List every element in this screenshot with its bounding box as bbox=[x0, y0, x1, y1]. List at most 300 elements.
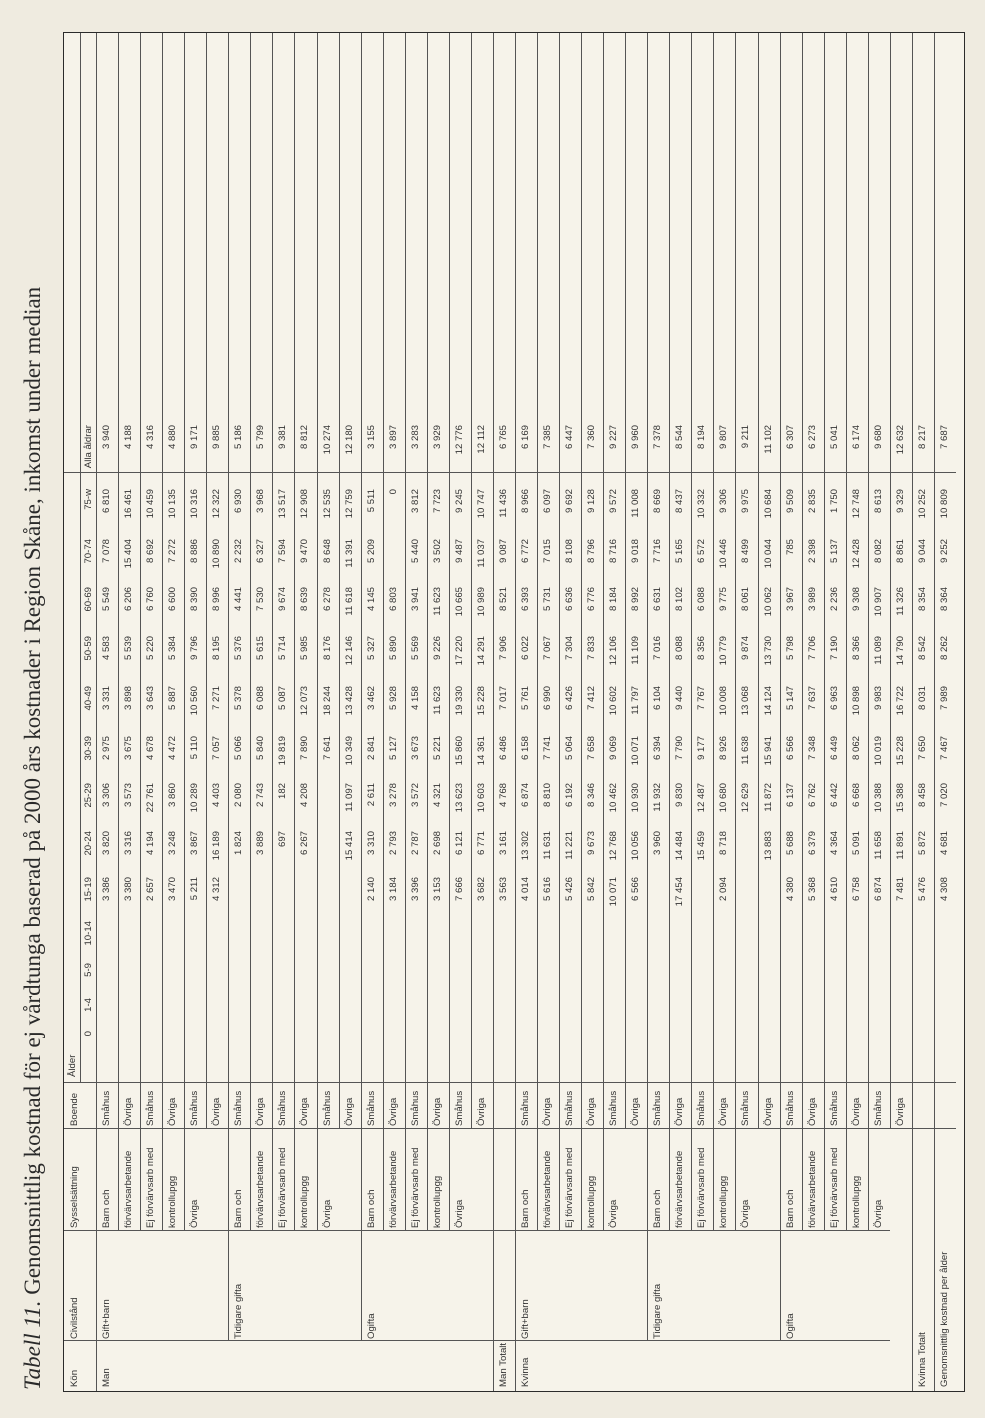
value-cell: 9 487 bbox=[453, 539, 465, 564]
row-label-bo: Övriga bbox=[762, 1097, 774, 1126]
header-kon: Kön bbox=[69, 1369, 80, 1387]
value-cell: 15 228 bbox=[475, 686, 487, 716]
row-label-bo: Övriga bbox=[718, 1097, 730, 1126]
value-cell: 4 880 bbox=[167, 425, 179, 450]
value-cell: 7 723 bbox=[431, 489, 443, 514]
row-label-civ: Tidigare gifta bbox=[233, 1283, 245, 1339]
value-cell: 8 437 bbox=[674, 489, 686, 514]
value-cell: 5 041 bbox=[828, 425, 840, 450]
value-cell: 6 022 bbox=[519, 636, 531, 661]
value-cell: 4 014 bbox=[519, 877, 531, 902]
value-cell: 11 221 bbox=[564, 831, 576, 860]
value-cell: 10 680 bbox=[718, 783, 730, 813]
horizontal-rule bbox=[339, 33, 340, 1129]
value-cell: 7 716 bbox=[652, 539, 664, 564]
value-cell: 5 872 bbox=[916, 831, 928, 856]
value-cell: 11 623 bbox=[431, 686, 443, 715]
value-cell: 9 306 bbox=[718, 489, 730, 514]
value-cell: 12 632 bbox=[894, 425, 906, 455]
value-cell: 697 bbox=[277, 831, 289, 848]
value-cell: 10 684 bbox=[762, 489, 774, 519]
value-cell: 10 989 bbox=[475, 587, 487, 617]
value-cell: 9 960 bbox=[630, 425, 642, 450]
value-cell: 10 289 bbox=[189, 783, 201, 813]
value-cell: 3 940 bbox=[101, 425, 112, 450]
age-header-cell: 30-39 bbox=[83, 736, 94, 761]
row-label-bo: Övriga bbox=[806, 1097, 818, 1126]
vertical-rule bbox=[64, 1082, 956, 1083]
header-alder: Ålder bbox=[67, 1054, 78, 1077]
value-cell: 2 793 bbox=[387, 831, 399, 856]
value-cell: 12 112 bbox=[475, 425, 487, 454]
value-cell: 8 390 bbox=[189, 587, 201, 612]
value-cell: 2 140 bbox=[365, 877, 377, 902]
row-label-sys: Ej förvärvsarb med bbox=[409, 1147, 421, 1228]
header-civilstand: Civilstånd bbox=[69, 1297, 80, 1339]
value-cell: 5 165 bbox=[674, 539, 686, 564]
value-cell: 11 008 bbox=[630, 489, 642, 518]
row-label-bo: Övriga bbox=[630, 1097, 642, 1126]
value-cell: 10 747 bbox=[475, 489, 487, 519]
age-header-cell: 60-69 bbox=[83, 587, 94, 612]
value-cell: 9 018 bbox=[630, 539, 642, 564]
value-cell: 7 650 bbox=[916, 736, 928, 761]
value-cell: 14 291 bbox=[475, 636, 487, 666]
row-label-civ: Gift+barn bbox=[101, 1299, 112, 1339]
value-cell: 6 668 bbox=[850, 783, 862, 808]
value-cell: 2 698 bbox=[431, 831, 443, 856]
value-cell: 11 872 bbox=[762, 783, 774, 812]
value-cell: 7 687 bbox=[938, 425, 950, 450]
value-cell: 8 346 bbox=[586, 783, 598, 808]
value-cell: 5 376 bbox=[233, 636, 245, 661]
value-cell: 6 394 bbox=[652, 736, 664, 761]
value-cell: 4 321 bbox=[431, 783, 443, 808]
row-label-bo: Småhus bbox=[519, 1090, 531, 1126]
horizontal-rule bbox=[515, 33, 516, 1391]
value-cell: 7 890 bbox=[299, 736, 311, 761]
value-cell: 15 860 bbox=[453, 736, 465, 766]
value-cell: 3 889 bbox=[255, 831, 267, 856]
row-label-sys: Övriga bbox=[740, 1199, 752, 1228]
horizontal-rule bbox=[383, 33, 384, 1231]
value-cell: 7 666 bbox=[453, 877, 465, 902]
row-label-sys: kontrollupgg bbox=[431, 1175, 443, 1228]
value-cell: 5 887 bbox=[167, 686, 179, 711]
value-cell: 5 147 bbox=[784, 686, 796, 711]
horizontal-rule bbox=[890, 33, 891, 1129]
value-cell: 9 227 bbox=[608, 425, 620, 450]
value-cell: 8 812 bbox=[299, 425, 311, 450]
value-cell: 6 486 bbox=[497, 736, 509, 761]
value-cell: 5 928 bbox=[387, 686, 399, 711]
value-cell: 785 bbox=[784, 539, 796, 556]
value-cell: 6 267 bbox=[299, 831, 311, 856]
value-cell: 10 602 bbox=[608, 686, 620, 716]
horizontal-rule bbox=[603, 33, 604, 1231]
value-cell: 2 236 bbox=[828, 587, 840, 612]
value-cell: 4 145 bbox=[365, 587, 377, 612]
value-cell: 8 217 bbox=[916, 425, 928, 450]
row-label-sys: Ej förvärvsarb med bbox=[277, 1147, 289, 1228]
value-cell: 7 078 bbox=[101, 539, 112, 564]
row-label-sys: Övriga bbox=[321, 1199, 333, 1228]
table-caption-text: Genomsnittlig kostnad för ej vårdtunga baserad på 2000 års kostnader i Region Skåne, inkomst under median bbox=[20, 286, 45, 1295]
row-label-bo: Småhus bbox=[740, 1090, 752, 1126]
value-cell: 8 926 bbox=[718, 736, 730, 761]
row-label-sys: Övriga bbox=[608, 1199, 620, 1228]
value-cell: 10 898 bbox=[850, 686, 862, 716]
value-cell: 17 220 bbox=[453, 636, 465, 666]
value-cell: 15 941 bbox=[762, 736, 774, 766]
row-label-bo: Småhus bbox=[564, 1090, 576, 1126]
row-label-sys: Övriga bbox=[189, 1199, 201, 1228]
value-cell: 3 572 bbox=[409, 783, 421, 808]
value-cell: 7 015 bbox=[542, 539, 553, 564]
value-cell: 11 326 bbox=[894, 587, 906, 616]
value-cell: 2 835 bbox=[806, 489, 818, 514]
value-cell: 5 616 bbox=[542, 877, 553, 902]
value-cell: 7 017 bbox=[497, 686, 509, 711]
row-label-sys: förvärvsarbetande bbox=[542, 1150, 553, 1228]
row-label-sys: kontrollupgg bbox=[718, 1175, 730, 1228]
value-cell: 8 176 bbox=[321, 636, 333, 661]
value-cell: 7 706 bbox=[806, 636, 818, 661]
value-cell: 7 467 bbox=[938, 736, 950, 761]
value-cell: 5 220 bbox=[145, 636, 157, 661]
value-cell: 6 088 bbox=[696, 587, 708, 612]
horizontal-rule bbox=[206, 33, 207, 1129]
value-cell: 10 071 bbox=[608, 877, 620, 907]
value-cell: 6 631 bbox=[652, 587, 664, 612]
value-cell: 12 180 bbox=[343, 425, 355, 455]
value-cell: 8 716 bbox=[608, 539, 620, 564]
value-cell: 12 428 bbox=[850, 539, 862, 569]
value-cell: 3 283 bbox=[409, 425, 421, 450]
row-label-bo: Småhus bbox=[652, 1090, 664, 1126]
value-cell: 3 331 bbox=[101, 686, 112, 711]
horizontal-rule bbox=[780, 33, 781, 1341]
value-cell: 6 121 bbox=[453, 831, 465, 856]
row-label-sys: förvärvsarbetande bbox=[674, 1150, 686, 1228]
value-cell: 6 803 bbox=[387, 587, 399, 612]
value-cell: 5 091 bbox=[850, 831, 862, 856]
value-cell: 8 669 bbox=[652, 489, 664, 514]
value-cell: 7 481 bbox=[894, 877, 906, 902]
value-cell: 7 741 bbox=[542, 736, 553, 761]
value-cell: 5 440 bbox=[409, 539, 421, 564]
horizontal-rule bbox=[912, 33, 913, 1391]
value-cell: 4 403 bbox=[211, 783, 223, 808]
value-cell: 5 426 bbox=[564, 877, 576, 902]
value-cell: 8 966 bbox=[519, 489, 531, 514]
value-cell: 2 611 bbox=[365, 783, 377, 807]
value-cell: 3 386 bbox=[101, 877, 112, 902]
value-cell: 3 898 bbox=[123, 686, 135, 711]
value-cell: 7 271 bbox=[211, 686, 223, 711]
value-cell: 9 680 bbox=[872, 425, 884, 450]
value-cell: 5 064 bbox=[564, 736, 576, 761]
value-cell: 9 470 bbox=[299, 539, 311, 564]
value-cell: 2 841 bbox=[365, 736, 377, 761]
value-cell: 8 356 bbox=[696, 636, 708, 661]
value-cell: 12 146 bbox=[343, 636, 355, 666]
age-header-cell: 25-29 bbox=[83, 783, 94, 808]
value-cell: 8 648 bbox=[321, 539, 333, 564]
value-cell: 9 885 bbox=[211, 425, 223, 450]
value-cell: 7 057 bbox=[211, 736, 223, 761]
value-cell: 8 544 bbox=[674, 425, 686, 450]
horizontal-rule bbox=[250, 33, 251, 1231]
horizontal-rule bbox=[581, 33, 582, 1231]
value-cell: 10 603 bbox=[475, 783, 487, 813]
row-label-bo: Övriga bbox=[299, 1097, 311, 1126]
value-cell: 8 996 bbox=[211, 587, 223, 612]
value-cell: 9 177 bbox=[696, 736, 708, 761]
value-cell: 5 186 bbox=[233, 425, 245, 450]
age-header-cell: 75-w bbox=[83, 489, 94, 510]
horizontal-rule bbox=[405, 33, 406, 1231]
row-label-sys: Ej förvärvsarb med bbox=[828, 1147, 840, 1228]
value-cell: 7 767 bbox=[696, 686, 708, 711]
value-cell: 7 989 bbox=[938, 686, 950, 711]
row-label-kon: Kvinna bbox=[519, 1357, 531, 1387]
row-label-sys: Barn och bbox=[233, 1189, 245, 1228]
value-cell: 6 307 bbox=[784, 425, 796, 450]
value-cell: 6 810 bbox=[101, 489, 112, 514]
value-cell: 7 658 bbox=[586, 736, 598, 761]
value-cell: 3 184 bbox=[387, 877, 399, 902]
value-cell: 3 310 bbox=[365, 831, 377, 856]
value-cell: 10 779 bbox=[718, 636, 730, 666]
value-cell: 15 404 bbox=[123, 539, 135, 569]
value-cell: 13 730 bbox=[762, 636, 774, 666]
value-cell: 11 631 bbox=[542, 831, 553, 860]
value-cell: 8 639 bbox=[299, 587, 311, 612]
row-label-sys: Barn och bbox=[365, 1189, 377, 1228]
value-cell: 9 329 bbox=[894, 489, 906, 514]
value-cell: 6 449 bbox=[828, 736, 840, 761]
value-cell: 13 623 bbox=[453, 783, 465, 813]
row-label-bo: Övriga bbox=[674, 1097, 686, 1126]
value-cell: 3 968 bbox=[255, 489, 267, 514]
value-cell: 2 975 bbox=[101, 736, 112, 761]
row-label-bo: Övriga bbox=[850, 1097, 862, 1126]
value-cell: 10 332 bbox=[696, 489, 708, 519]
value-cell: 2 787 bbox=[409, 831, 421, 856]
value-cell: 5 209 bbox=[365, 539, 377, 564]
row-label-bo: Övriga bbox=[343, 1097, 355, 1126]
value-cell: 7 594 bbox=[277, 539, 289, 564]
value-cell: 12 535 bbox=[321, 489, 333, 519]
value-cell: 9 796 bbox=[189, 636, 201, 661]
row-label-sys: förvärvsarbetande bbox=[123, 1150, 135, 1228]
horizontal-rule bbox=[934, 33, 935, 1391]
value-cell: 6 758 bbox=[850, 877, 862, 902]
value-cell: 11 797 bbox=[630, 686, 642, 715]
value-cell: 8 366 bbox=[850, 636, 862, 661]
value-cell: 3 161 bbox=[497, 831, 509, 856]
value-cell: 12 487 bbox=[696, 783, 708, 813]
age-header-cell: 10-14 bbox=[83, 921, 94, 946]
value-cell: 3 643 bbox=[145, 686, 157, 711]
value-cell: 11 618 bbox=[343, 587, 355, 616]
row-label-bo: Övriga bbox=[255, 1097, 267, 1126]
value-cell: 11 109 bbox=[630, 636, 642, 665]
row-label-bo: Övriga bbox=[167, 1097, 179, 1126]
row-label-kon: Genomsnittlig kostnad per ålder bbox=[938, 1251, 950, 1387]
value-cell: 8 796 bbox=[586, 539, 598, 564]
value-cell: 6 760 bbox=[145, 587, 157, 612]
value-cell: 6 278 bbox=[321, 587, 333, 612]
value-cell: 8 992 bbox=[630, 587, 642, 612]
value-cell: 5 840 bbox=[255, 736, 267, 761]
row-label-bo: Övriga bbox=[586, 1097, 598, 1126]
horizontal-rule bbox=[559, 33, 560, 1231]
row-label-bo: Småhus bbox=[409, 1090, 421, 1126]
value-cell: 8 184 bbox=[608, 587, 620, 612]
row-label-bo: Övriga bbox=[542, 1097, 553, 1126]
value-cell: 3 573 bbox=[123, 783, 135, 808]
value-cell: 12 073 bbox=[299, 686, 311, 716]
value-cell: 6 874 bbox=[872, 877, 884, 902]
row-label-kon: Man Totalt bbox=[497, 1342, 509, 1387]
value-cell: 10 044 bbox=[762, 539, 774, 569]
row-label-bo: Småhus bbox=[189, 1090, 201, 1126]
age-header-cell: 40-49 bbox=[83, 686, 94, 711]
value-cell: 4 583 bbox=[101, 636, 112, 661]
value-cell: 3 563 bbox=[497, 877, 509, 902]
row-label-civ: Ogifta bbox=[365, 1313, 377, 1339]
value-cell: 3 860 bbox=[167, 783, 179, 808]
value-cell: 9 807 bbox=[718, 425, 730, 450]
value-cell: 10 056 bbox=[630, 831, 642, 861]
value-cell: 3 682 bbox=[475, 877, 487, 902]
value-cell: 8 194 bbox=[696, 425, 708, 450]
horizontal-rule bbox=[713, 33, 714, 1231]
value-cell: 2 232 bbox=[233, 539, 245, 564]
value-cell: 7 637 bbox=[806, 686, 818, 711]
value-cell: 4 441 bbox=[233, 587, 245, 612]
value-cell: 2 080 bbox=[233, 783, 245, 808]
value-cell: 12 776 bbox=[453, 425, 465, 455]
horizontal-rule bbox=[625, 33, 626, 1129]
value-cell: 3 941 bbox=[409, 587, 421, 612]
value-cell: 3 820 bbox=[101, 831, 112, 856]
age-header-cell: 5-9 bbox=[83, 963, 94, 977]
value-cell: 3 867 bbox=[189, 831, 201, 856]
row-label-sys: Ej förvärvsarb med bbox=[564, 1147, 576, 1228]
value-cell: 8 692 bbox=[145, 539, 157, 564]
value-cell: 7 067 bbox=[542, 636, 553, 661]
value-cell: 3 380 bbox=[123, 877, 135, 902]
value-cell: 12 322 bbox=[211, 489, 223, 519]
value-cell: 0 bbox=[387, 489, 399, 495]
value-cell: 182 bbox=[277, 783, 289, 800]
value-cell: 6 963 bbox=[828, 686, 840, 711]
horizontal-rule bbox=[824, 33, 825, 1231]
horizontal-rule bbox=[691, 33, 692, 1231]
row-label-kon: Man bbox=[101, 1368, 112, 1387]
value-cell: 6 636 bbox=[564, 587, 576, 612]
value-cell: 8 061 bbox=[740, 587, 752, 612]
value-cell: 6 327 bbox=[255, 539, 267, 564]
value-cell: 6 273 bbox=[806, 425, 818, 450]
value-cell: 6 990 bbox=[542, 686, 553, 711]
value-cell: 3 929 bbox=[431, 425, 443, 450]
row-label-civ: Tidigare gifta bbox=[652, 1283, 664, 1339]
value-cell: 11 932 bbox=[652, 783, 664, 812]
value-cell: 12 748 bbox=[850, 489, 862, 519]
horizontal-rule bbox=[647, 33, 648, 1341]
value-cell: 6 776 bbox=[586, 587, 598, 612]
value-cell: 22 761 bbox=[145, 783, 157, 813]
value-cell: 10 316 bbox=[189, 489, 201, 519]
value-cell: 10 062 bbox=[762, 587, 774, 617]
vertical-rule bbox=[64, 1128, 956, 1129]
value-cell: 9 975 bbox=[740, 489, 752, 514]
horizontal-rule bbox=[868, 33, 869, 1231]
row-label-sys: Ej förvärvsarb med bbox=[145, 1147, 157, 1228]
value-cell: 8 108 bbox=[564, 539, 576, 564]
value-cell: 6 088 bbox=[255, 686, 267, 711]
value-cell: 7 378 bbox=[652, 425, 664, 450]
row-label-sys: förvärvsarbetande bbox=[255, 1150, 267, 1228]
value-cell: 8 031 bbox=[916, 686, 928, 711]
horizontal-rule bbox=[471, 33, 472, 1129]
value-cell: 7 272 bbox=[167, 539, 179, 564]
value-cell: 9 572 bbox=[608, 489, 620, 514]
value-cell: 10 560 bbox=[189, 686, 201, 716]
row-label-civ: Ogifta bbox=[784, 1313, 796, 1339]
row-label-sys: Barn och bbox=[652, 1189, 664, 1228]
value-cell: 14 484 bbox=[674, 831, 686, 861]
horizontal-rule bbox=[493, 33, 494, 1391]
value-cell: 14 790 bbox=[894, 636, 906, 666]
value-cell: 6 566 bbox=[630, 877, 642, 902]
row-label-sys: kontrollupgg bbox=[586, 1175, 598, 1228]
age-header-cell: 70-74 bbox=[83, 539, 94, 564]
value-cell: 6 206 bbox=[123, 587, 135, 612]
age-header-cell: 0 bbox=[83, 1031, 94, 1037]
value-cell: 13 883 bbox=[762, 831, 774, 861]
value-cell: 3 155 bbox=[365, 425, 377, 450]
row-label-bo: Småhus bbox=[145, 1090, 157, 1126]
value-cell: 6 097 bbox=[542, 489, 553, 514]
value-cell: 10 446 bbox=[718, 539, 730, 569]
value-cell: 5 761 bbox=[519, 686, 531, 711]
value-cell: 4 208 bbox=[299, 783, 311, 808]
value-cell: 6 158 bbox=[519, 736, 531, 761]
value-cell: 5 842 bbox=[586, 877, 598, 902]
row-label-sys: förvärvsarbetande bbox=[806, 1150, 818, 1228]
horizontal-rule bbox=[758, 33, 759, 1129]
value-cell: 4 158 bbox=[409, 686, 421, 711]
value-cell: 9 128 bbox=[586, 489, 598, 514]
value-cell: 10 462 bbox=[608, 783, 620, 813]
value-cell: 13 302 bbox=[519, 831, 531, 861]
value-cell: 6 393 bbox=[519, 587, 531, 612]
horizontal-rule bbox=[317, 33, 318, 1231]
value-cell: 10 930 bbox=[630, 783, 642, 813]
value-cell: 9 775 bbox=[718, 587, 730, 612]
value-cell: 4 768 bbox=[497, 783, 509, 808]
horizontal-rule bbox=[96, 33, 97, 1391]
age-header-cell: 20-24 bbox=[83, 831, 94, 856]
value-cell: 8 364 bbox=[938, 587, 950, 612]
row-label-sys: kontrollupgg bbox=[299, 1175, 311, 1228]
value-cell: 6 765 bbox=[497, 425, 509, 450]
